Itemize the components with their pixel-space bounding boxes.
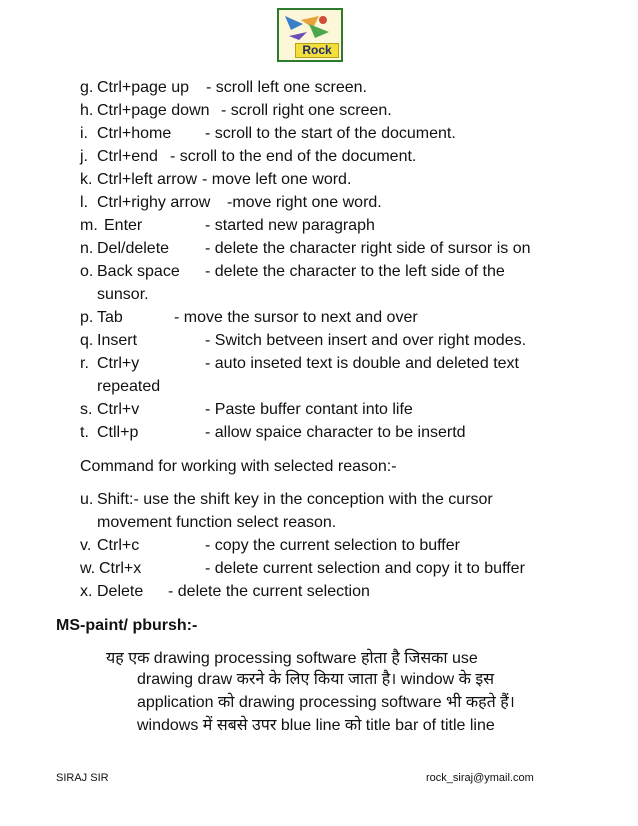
item-label: s. [80,401,93,418]
list-item-continuation: repeated [97,378,161,395]
item-desc: - move left one word. [202,171,352,188]
item-desc: - scroll to the end of the document. [170,148,417,165]
item-label: q. [80,332,94,349]
item-key: Insert [97,332,138,349]
item-label: w. [80,560,96,577]
item-desc: -move right one word. [227,194,382,211]
item-desc: - scroll to the start of the document. [205,125,456,142]
item-desc: - auto inseted text is double and deleted text [205,355,519,372]
item-desc: - scroll left one screen. [206,79,367,96]
item-key: Ctll+p [97,424,139,441]
item-label: x. [80,583,93,600]
item-key: Ctrl+page down [97,102,210,119]
item-desc: - delete the character right side of sursor is on [205,240,531,257]
item-label: m. [80,217,98,234]
item-desc: - delete the current selection [168,583,370,600]
item-key: Ctrl+page up [97,79,190,96]
item-label: u. [80,491,94,508]
item-label: l. [80,194,88,211]
item-label: k. [80,171,93,188]
item-label: p. [80,309,94,326]
item-key: Back space [97,263,180,280]
item-label: i. [80,125,88,142]
item-desc: - copy the current selection to buffer [205,537,460,554]
list-item-continuation: movement function select reason. [97,514,337,531]
item-key: Delete [97,583,144,600]
item-desc: - allow spaice character to be insertd [205,424,466,441]
item-label: j. [80,148,88,165]
section-heading: Command for working with selected reason:- [80,458,397,475]
paragraph-line: application को drawing processing software भी कहते हैं। [137,694,515,711]
item-label: g. [80,79,94,96]
paragraph-line: windows में सबसे उपर blue line को title bar of title line [137,717,495,734]
item-label: v. [80,537,92,554]
item-desc: Shift:- use the shift key in the conception with the cursor [97,491,493,508]
item-label: t. [80,424,89,441]
item-label: r. [80,355,89,372]
item-key: Ctrl+home [97,125,172,142]
item-desc: - Switch betveen insert and over right modes. [205,332,527,349]
item-desc: - started new paragraph [205,217,375,234]
item-key: Enter [104,217,143,234]
item-key: Ctrl+x [99,560,142,577]
item-label: o. [80,263,94,280]
item-key: Tab [97,309,123,326]
paragraph-line: यह एक drawing processing software होता है जिसका use [106,650,478,667]
logo-text: Rock [295,43,339,58]
list-item-continuation: sunsor. [97,286,149,303]
item-key: Ctrl+v [97,401,140,418]
item-label: h. [80,102,94,119]
item-label: n. [80,240,94,257]
item-desc: - Paste buffer contant into life [205,401,413,418]
item-key: Ctrl+end [97,148,158,165]
item-desc: - delete the character to the left side of the [205,263,505,280]
item-desc: - scroll right one screen. [221,102,392,119]
item-key: Ctrl+righy arrow [97,194,211,211]
ms-paint-heading: MS-paint/ pbursh:- [56,617,198,634]
item-desc: - delete current selection and copy it to buffer [205,560,525,577]
item-key: Ctrl+left arrow [97,171,198,188]
footer-author: SIRAJ SIR [56,772,109,784]
item-key: Ctrl+y [97,355,140,372]
paragraph-line: drawing draw करने के लिए किया जाता है। window के इस [137,671,495,688]
item-key: Ctrl+c [97,537,140,554]
footer-email: rock_siraj@ymail.com [426,772,534,784]
item-desc: - move the sursor to next and over [174,309,418,326]
rock-logo [277,8,343,62]
item-key: Del/delete [97,240,170,257]
